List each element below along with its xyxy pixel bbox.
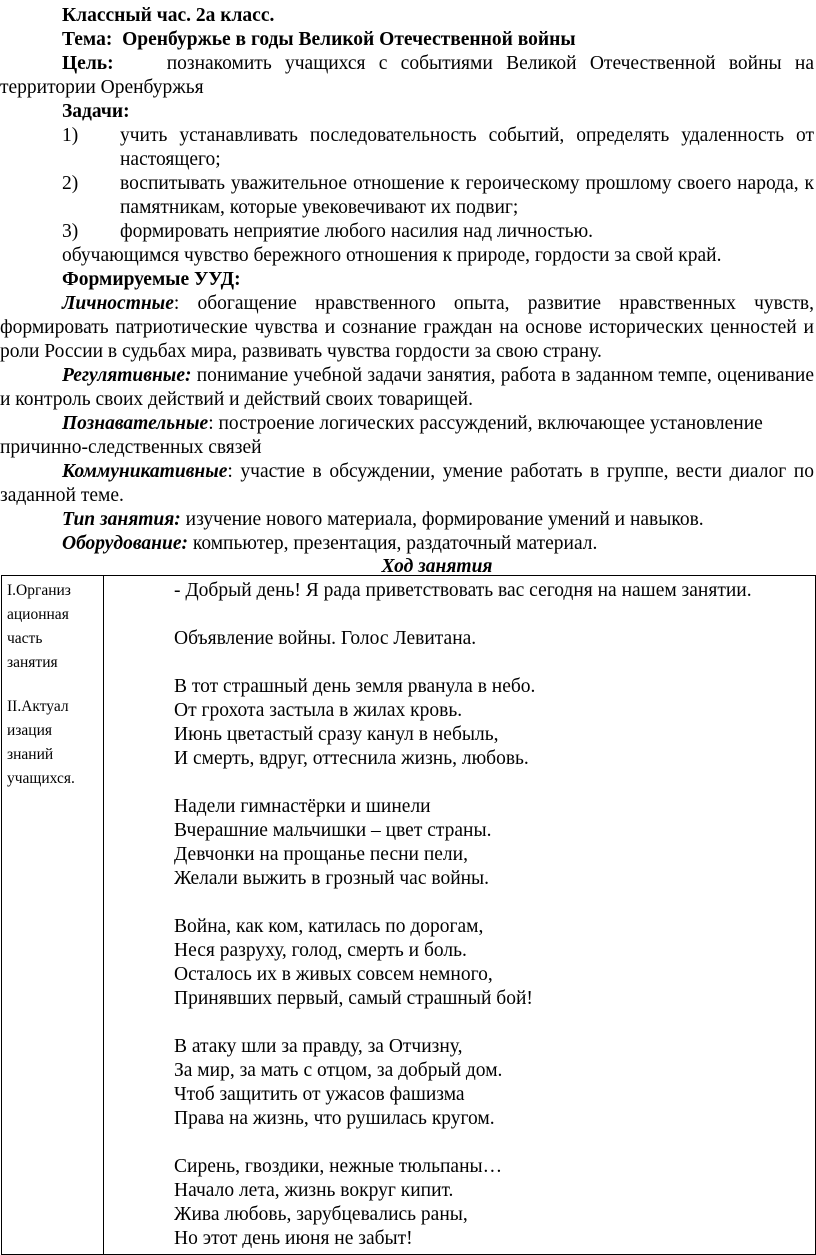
stage-line: часть xyxy=(7,630,43,647)
poem-line: За мир, за мать с отцом, за добрый дом. xyxy=(174,1060,503,1081)
type-text: изучение нового материала, формирование умений и навыков. xyxy=(180,509,704,530)
regulative-uud xyxy=(0,364,814,412)
tasks-extra: обучающимся чувство бережного отношения к природе, гордости за свой край. xyxy=(62,245,722,266)
regulative-text: понимание учебной задачи занятия, работа в заданном темпе, оценивание и контроль своих действий и действий своих товарищей. xyxy=(0,365,814,410)
lesson-type xyxy=(0,508,814,532)
stage-line: I.Организ xyxy=(7,582,71,599)
task-number: 1) xyxy=(62,125,79,146)
personal-uud xyxy=(0,292,814,364)
poem-stanza-2 xyxy=(174,795,815,891)
poem-line: От грохота застыла в жилах кровь. xyxy=(174,700,463,721)
class-line: Классный час. 2а класс. xyxy=(62,5,275,26)
poem-stanza-3 xyxy=(174,915,815,1011)
lesson-flow-table xyxy=(1,575,816,1255)
stage-line: занятия xyxy=(7,654,58,671)
stage-organizational xyxy=(7,579,103,675)
tasks-label: Задачи: xyxy=(62,101,130,122)
stage-line: ационная xyxy=(7,606,69,623)
stages-cell xyxy=(2,576,104,1255)
equipment xyxy=(0,532,814,556)
poem-stanza-5 xyxy=(174,1155,815,1251)
equipment-label: Оборудование: xyxy=(62,533,188,554)
task-number: 3) xyxy=(62,221,79,242)
stage-line: учащихся. xyxy=(7,770,75,787)
task-item-3 xyxy=(0,220,814,244)
poem-stanza-4 xyxy=(174,1035,815,1131)
poem-line: Девчонки на прощанье песни пели, xyxy=(174,844,468,865)
poem-line: В тот страшный день земля рванула в небо. xyxy=(174,676,536,697)
personal-label: Личностные xyxy=(62,293,174,314)
poem-line: Июнь цветастый сразу канул в небыль, xyxy=(174,724,499,745)
goal-text: познакомить учащихся с событиями Великой Отечественной войны на территории Оренбуржья xyxy=(0,53,814,98)
task-text: формировать неприятие любого насилия над личностью. xyxy=(120,221,594,242)
stage-line: изация xyxy=(7,722,53,739)
greeting: - Добрый день! Я рада приветствовать вас сегодня на нашем занятии. xyxy=(174,580,752,601)
poem-line: Война, как ком, катилась по дорогам, xyxy=(174,916,484,937)
communicative-label: Коммуникативные xyxy=(62,461,228,482)
equipment-text: компьютер, презентация, раздаточный материал. xyxy=(187,533,598,554)
poem-line: Неся разруху, голод, смерть и боль. xyxy=(174,940,467,961)
poem-line: Вчерашние мальчишки – цвет страны. xyxy=(174,820,492,841)
task-item-1 xyxy=(0,124,814,172)
announcement: Объявление войны. Голос Левитана. xyxy=(174,628,477,649)
cognitive-label: Познавательные xyxy=(62,413,209,434)
task-text: воспитывать уважительное отношение к героическому прошлому своего народа, к памятникам, которые увековечивают их подвиг; xyxy=(120,173,814,218)
goal-label: Цель: xyxy=(62,53,114,74)
topic-text: Оренбуржье в годы Великой Отечественной войны xyxy=(122,29,576,50)
task-number: 2) xyxy=(62,173,79,194)
poem-line: Начало лета, жизнь вокруг кипит. xyxy=(174,1180,454,1201)
poem-line: В атаку шли за правду, за Отчизну, xyxy=(174,1036,463,1057)
poem-line: Чтоб защитить от ужасов фашизма xyxy=(174,1084,465,1105)
table-row xyxy=(2,576,816,1255)
uud-label: Формируемые УУД: xyxy=(62,269,241,290)
stage-line: знаний xyxy=(7,746,54,763)
regulative-label: Регулятивные: xyxy=(62,365,192,386)
cognitive-uud xyxy=(0,412,814,460)
poem-line: Надели гимнастёрки и шинели xyxy=(174,796,431,817)
poem-line: Принявших первый, самый страшный бой! xyxy=(174,988,533,1009)
communicative-text: : участие в обсуждении, умение работать в группе, вести диалог по заданной теме. xyxy=(0,461,814,506)
poem-line: И смерть, вдруг, оттеснила жизнь, любовь. xyxy=(174,748,529,769)
lesson-header xyxy=(0,4,814,578)
poem-line: Жива любовь, зарубцевались раны, xyxy=(174,1204,468,1225)
stage-actualization xyxy=(7,695,103,791)
poem-line: Желали выжить в грозный час войны. xyxy=(174,868,490,889)
task-item-2 xyxy=(0,172,814,220)
topic-line xyxy=(0,28,814,52)
poem-stanza-1 xyxy=(174,675,815,771)
personal-text: : обогащение нравственного опыта, развитие нравственных чувств, формировать патриотические чувства и сознание граждан на основе исторических ценностей и роли России в судьбах мира, развивать чувства гордости за свою страну. xyxy=(0,293,814,362)
cognitive-text: : построение логических рассуждений, включающее установление причинно-следственных связей xyxy=(0,413,763,458)
poem-line: Осталось их в живых совсем немного, xyxy=(174,964,493,985)
task-text: учить устанавливать последовательность событий, определять удаленность от настоящего; xyxy=(120,125,814,170)
communicative-uud xyxy=(0,460,814,508)
lesson-flow-title: Ход занятия xyxy=(381,556,493,577)
content-cell xyxy=(104,576,816,1255)
goal-line xyxy=(0,52,814,100)
topic-label: Тема: xyxy=(62,29,113,50)
poem-line: Права на жизнь, что рушилась кругом. xyxy=(174,1108,495,1129)
stage-line: II.Актуал xyxy=(7,698,69,715)
poem-line: Сирень, гвоздики, нежные тюльпаны… xyxy=(174,1156,503,1177)
poem-line: Но этот день июня не забыт! xyxy=(174,1228,413,1249)
type-label: Тип занятия: xyxy=(62,509,181,530)
